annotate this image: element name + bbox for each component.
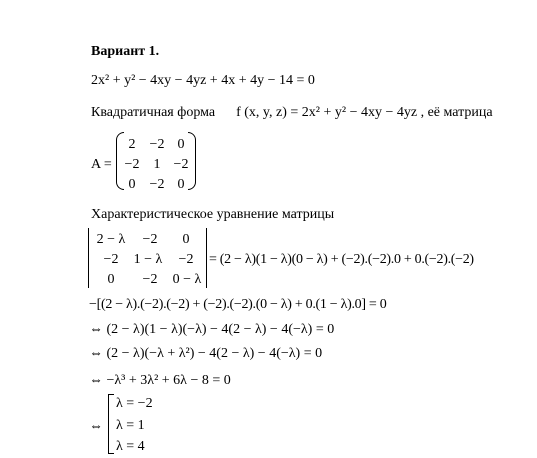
matrix-cell: 1 (153, 157, 161, 172)
matrix-cell: 2 (128, 137, 136, 152)
quadratic-form-line (91, 106, 493, 120)
det-right-bar (206, 228, 207, 288)
det-cell: 2 − λ (96, 232, 126, 247)
matrix-cell: 0 (128, 177, 136, 192)
det-cell: −2 (142, 272, 158, 287)
matrix-cell: −2 (149, 177, 165, 192)
matrix-cell: −2 (124, 157, 140, 172)
variant-title: Вариант 1. (91, 44, 160, 59)
char-eq-label: Характеристическое уравнение матрицы (91, 207, 335, 222)
matrix-cell: −2 (173, 157, 189, 172)
step-1: ⇔ (2 − λ)(1 − λ)(−λ) − 4(2 − λ) − 4(−λ) = 0 (89, 322, 335, 337)
solution-arrow: ⇔ (89, 419, 103, 434)
det-cell: 1 − λ (133, 252, 163, 267)
det-left-bar (88, 228, 89, 288)
step-2: ⇔ (2 − λ)(−λ + λ²) − 4(2 − λ) − 4(−λ) = 0 (89, 346, 323, 361)
det-expansion-2: −[(2 − λ).(−2).(−2) + (−2).(−2).(0 − λ) + 0.(1 − λ).0] = 0 (89, 297, 387, 312)
det-cell: −2 (142, 232, 158, 247)
det-cell: 0 (182, 232, 190, 247)
det-cell: 0 (107, 272, 115, 287)
surface-equation: 2x² + y² − 4xy − 4yz + 4x + 4y − 14 = 0 (91, 73, 315, 88)
matrix-cell: 0 (177, 177, 185, 192)
solution-bracket (108, 394, 114, 454)
quadratic-form-function: f (x, y, z) = 2x² + y² − 4xy − 4yz (236, 105, 418, 120)
matrix-cell: 0 (177, 137, 185, 152)
root-3: λ = 4 (116, 439, 145, 454)
matrix-name: A = (91, 157, 112, 172)
step-3: ⇔ −λ³ + 3λ² + 6λ − 8 = 0 (89, 373, 231, 388)
root-1: λ = −2 (116, 396, 153, 411)
det-cell: 0 − λ (172, 272, 202, 287)
det-cell: −2 (103, 252, 119, 267)
det-expansion-1: = (2 − λ)(1 − λ)(0 − λ) + (−2).(−2).0 + 0.(−2).(−2) (209, 252, 474, 267)
quadratic-form-label: Квадратичная форма (91, 105, 216, 120)
matrix-cell: −2 (149, 137, 165, 152)
quadratic-form-suffix: , её матрица (420, 105, 493, 120)
root-2: λ = 1 (116, 418, 145, 433)
det-cell: −2 (178, 252, 194, 267)
